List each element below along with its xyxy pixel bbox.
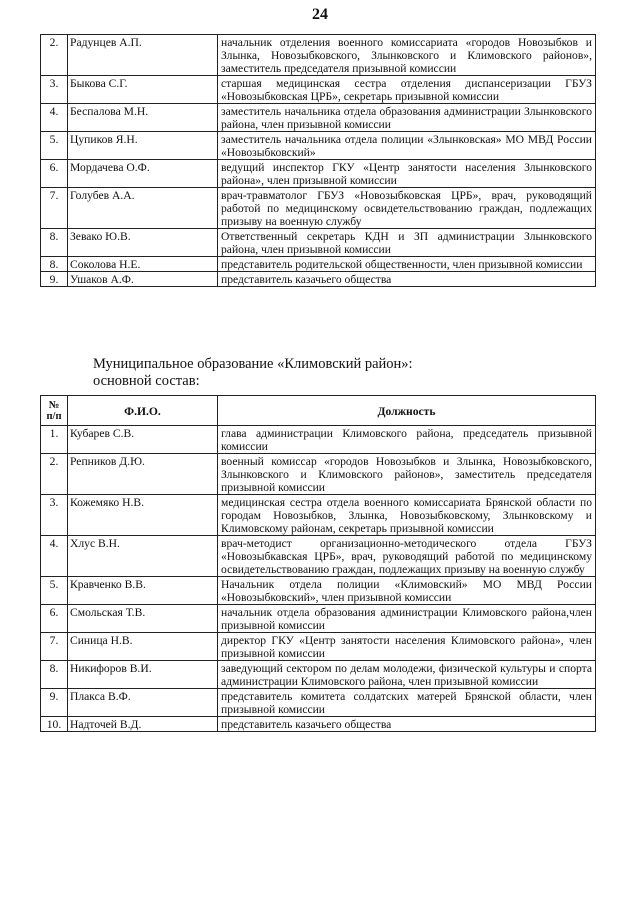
- table-header-row: [41, 396, 596, 426]
- row-number: 2.: [41, 35, 68, 76]
- row-number: 9.: [41, 689, 68, 717]
- member-name: Быкова С.Г.: [68, 76, 218, 104]
- row-number: 6.: [41, 605, 68, 633]
- table-row: [41, 76, 596, 104]
- table-row: [41, 272, 596, 287]
- member-name: Кравченко В.В.: [68, 577, 218, 605]
- klimovsky-commission-table-body: [41, 426, 596, 732]
- member-name: Кожемяко Н.В.: [68, 495, 218, 536]
- zlynka-commission-table: [40, 34, 596, 287]
- member-position: начальник отдела образования администрации Климовского района,член призывной комиссии: [218, 605, 596, 633]
- member-name: Плакса В.Ф.: [68, 689, 218, 717]
- member-position: заместитель начальника отдела полиции «Злынковская» МО МВД России «Новозыбковский»: [218, 132, 596, 160]
- table-row: [41, 426, 596, 454]
- member-position: ведущий инспектор ГКУ «Центр занятости населения Злынковского района», член призывной комиссии: [218, 160, 596, 188]
- table-row: [41, 605, 596, 633]
- member-name: Кубарев С.В.: [68, 426, 218, 454]
- row-number: 4.: [41, 104, 68, 132]
- section-title-klimovsky: Муниципальное образование «Климовский район»:: [93, 356, 413, 372]
- member-position: представитель родительской общественности, член призывной комиссии: [218, 257, 596, 272]
- row-number: 3.: [41, 76, 68, 104]
- member-name: Смольская Т.В.: [68, 605, 218, 633]
- page-number: 24: [312, 6, 328, 23]
- member-name: Мордачева О.Ф.: [68, 160, 218, 188]
- table-row: [41, 160, 596, 188]
- member-name: Беспалова М.Н.: [68, 104, 218, 132]
- table-row: [41, 536, 596, 577]
- member-name: Никифоров В.И.: [68, 661, 218, 689]
- table-row: [41, 229, 596, 257]
- row-number: 8.: [41, 229, 68, 257]
- row-number: 5.: [41, 577, 68, 605]
- member-name: Синица Н.В.: [68, 633, 218, 661]
- member-name: Радунцев А.П.: [68, 35, 218, 76]
- table-row: [41, 689, 596, 717]
- member-position: военный комиссар «городов Новозыбков и Злынка, Новозыбковского, Злынковского и Климовского районов», заместитель председателя призывной комиссии: [218, 454, 596, 495]
- member-position: Ответственный секретарь КДН и ЗП администрации Злынковского района, член призывной комиссии: [218, 229, 596, 257]
- row-number: 6.: [41, 160, 68, 188]
- member-position: медицинская сестра отдела военного комиссариата Брянской области по городам Новозыбков, Злынка, Новозыбковскому, Злынковскому и Климовскому районам, секретарь призывной комиссии: [218, 495, 596, 536]
- zlynka-commission-table-body: [41, 35, 596, 287]
- table-row: [41, 35, 596, 76]
- member-name: Соколова Н.Е.: [68, 257, 218, 272]
- row-number: 1.: [41, 426, 68, 454]
- row-number: 8.: [41, 661, 68, 689]
- row-number: 5.: [41, 132, 68, 160]
- member-position: заместитель начальника отдела образования администрации Злынковского района, член призывной комиссии: [218, 104, 596, 132]
- table-row: [41, 495, 596, 536]
- row-number: 9.: [41, 272, 68, 287]
- member-name: Надточей В.Д.: [68, 717, 218, 732]
- row-number: 2.: [41, 454, 68, 495]
- table-row: [41, 577, 596, 605]
- member-position: глава администрации Климовского района, председатель призывной комиссии: [218, 426, 596, 454]
- header-number: № п/п: [41, 396, 68, 426]
- member-position: старшая медицинская сестра отделения диспансеризации ГБУЗ «Новозыбковская ЦРБ», секретарь призывной комиссии: [218, 76, 596, 104]
- row-number: 10.: [41, 717, 68, 732]
- row-number: 7.: [41, 188, 68, 229]
- table-row: [41, 454, 596, 495]
- header-full-name: Ф.И.О.: [68, 396, 218, 426]
- member-name: Ушаков А.Ф.: [68, 272, 218, 287]
- member-name: Голубев А.А.: [68, 188, 218, 229]
- member-position: директор ГКУ «Центр занятости населения Климовского района», член призывной комиссии: [218, 633, 596, 661]
- member-position: врач-методист организационно-методического отдела ГБУЗ «Новозыбкавская ЦРБ», врач, руководящий работой по медицинскому освидетельствованию граждан, подлежащих призыву на военную службу: [218, 536, 596, 577]
- member-position: Начальник отдела полиции «Климовский» МО МВД России «Новозыбковский», член призывной комиссии: [218, 577, 596, 605]
- row-number: 3.: [41, 495, 68, 536]
- member-position: заведующий сектором по делам молодежи, физической культуры и спорта администрации Климовского района, член призывной комиссии: [218, 661, 596, 689]
- row-number: 8.: [41, 257, 68, 272]
- table-row: [41, 257, 596, 272]
- table-row: [41, 188, 596, 229]
- member-position: представитель комитета солдатских матерей Брянской области, член призывной комиссии: [218, 689, 596, 717]
- section-subtitle-main-composition: основной состав:: [93, 373, 200, 389]
- member-name: Хлус В.Н.: [68, 536, 218, 577]
- member-position: врач-травматолог ГБУЗ «Новозыбковская ЦРБ», врач, руководящий работой по медицинскому освидетельствованию граждан, подлежащих призыву на военную службу: [218, 188, 596, 229]
- table-row: [41, 661, 596, 689]
- header-position: Должность: [218, 396, 596, 426]
- table-row: [41, 132, 596, 160]
- member-name: Цупиков Я.Н.: [68, 132, 218, 160]
- member-name: Репников Д.Ю.: [68, 454, 218, 495]
- member-position: представитель казачьего общества: [218, 272, 596, 287]
- klimovsky-commission-table: [40, 395, 596, 732]
- member-name: Зевако Ю.В.: [68, 229, 218, 257]
- row-number: 7.: [41, 633, 68, 661]
- row-number: 4.: [41, 536, 68, 577]
- table-row: [41, 633, 596, 661]
- table-row: [41, 104, 596, 132]
- member-position: начальник отделения военного комиссариата «городов Новозыбков и Злынка, Новозыбковского, Злынковского и Климовского районов», заместитель председателя призывной комиссии: [218, 35, 596, 76]
- table-row: [41, 717, 596, 732]
- member-position: представитель казачьего общества: [218, 717, 596, 732]
